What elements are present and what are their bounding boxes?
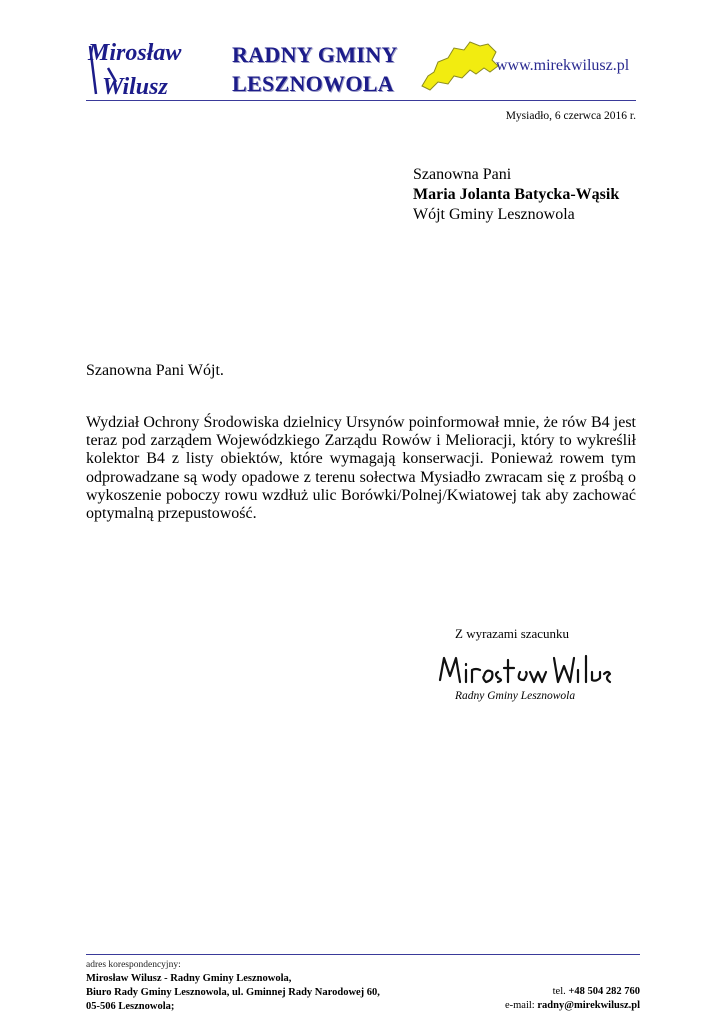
email-address[interactable]: radny@mirekwilusz.pl	[537, 1000, 640, 1011]
logo-line2: Wilusz	[102, 74, 168, 100]
addressee-greeting: Szanowna Pani	[413, 166, 512, 183]
logo	[86, 38, 206, 102]
letter-body: Wydział Ochrony Środowiska dzielnicy Ursynów poinformował mnie, że rów B4 jest teraz pod zarządem Wojewódzkiego Zarządu Rowów i Melioracji, który to wykreślił kolektor B4 z listy obiektów, które wymagają konserwacji. Ponieważ rowem tym odprowadzane są wody opadowe z terenu sołectwa Mysiadło zwracam się z prośbą o wykoszenie poboczy rowu wzdłuż ulic Borówki/Polnej/Kwiatowej tak aby zachować optymalną przepustowość.	[86, 414, 636, 523]
letter-date: Mysiadło, 6 czerwca 2016 r.	[505, 110, 636, 122]
footer-label: adres korespondencyjny:	[86, 960, 181, 970]
gmina-map-icon	[418, 38, 504, 96]
footer-email	[430, 999, 640, 1013]
signer-title: Radny Gminy Lesznowola	[455, 690, 576, 702]
signature-graphic	[436, 650, 614, 692]
footer-address	[86, 958, 380, 1014]
footer-contact	[430, 985, 640, 1013]
email-label: e-mail:	[504, 1000, 535, 1011]
letterhead-title	[232, 40, 398, 98]
signature	[436, 650, 614, 692]
header-divider	[86, 100, 636, 101]
logo-graphic	[86, 38, 206, 102]
addressee-name: Maria Jolanta Batycka-Wąsik	[413, 186, 620, 203]
addressee-position: Wójt Gminy Lesznowola	[413, 206, 575, 223]
footer-divider	[86, 954, 640, 955]
logo-line1: Mirosław	[88, 40, 182, 66]
phone-number[interactable]: +48 504 282 760	[568, 986, 640, 997]
website-link[interactable]: www.mirekwilusz.pl	[496, 57, 630, 74]
title-line-1: RADNY GMINY	[232, 42, 398, 67]
closing-phrase: Z wyrazami szacunku	[455, 626, 570, 641]
footer-line-2: Biuro Rady Gminy Lesznowola, ul. Gminnej Rady Narodowej 60,	[86, 987, 380, 998]
footer-line-3: 05-506 Lesznowola;	[86, 1001, 175, 1012]
addressee-block	[413, 165, 619, 225]
footer-line-1: Mirosław Wilusz - Radny Gminy Lesznowola,	[86, 973, 292, 984]
footer-phone	[430, 985, 640, 999]
phone-label: tel.	[552, 986, 566, 997]
salutation: Szanowna Pani Wójt.	[86, 362, 224, 379]
title-line-2: LESZNOWOLA	[232, 71, 394, 96]
